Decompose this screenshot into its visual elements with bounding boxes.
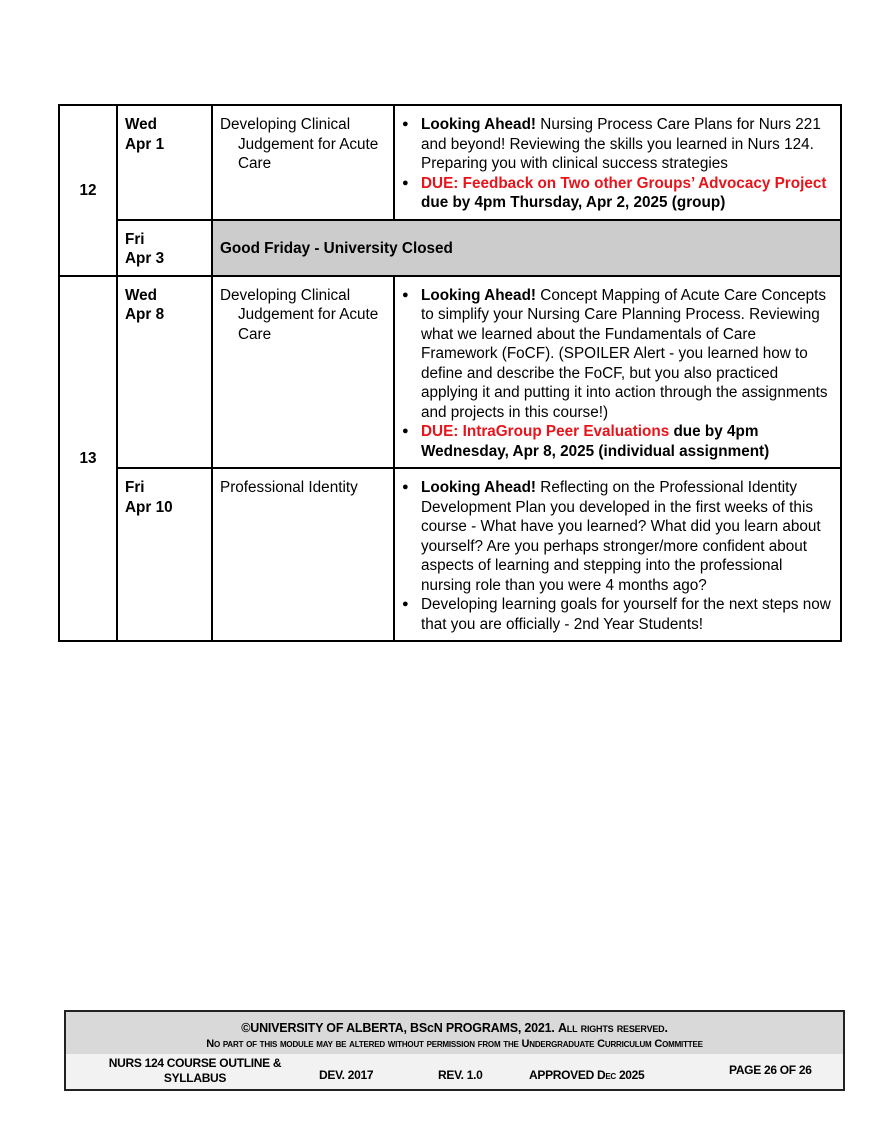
topic-text: Professional Identity xyxy=(220,479,358,496)
list-item xyxy=(421,115,833,174)
details-list xyxy=(402,478,833,634)
alteration-notice: No part of this module may be altered without permission from the Undergraduate Curriculum Committee xyxy=(206,1038,703,1050)
day-date: Apr 1 xyxy=(125,135,165,153)
item-text: Developing learning goals for yourself for the next steps now that you are officially - 2nd Year Students! xyxy=(421,596,831,633)
approved-label: APPROVED xyxy=(529,1068,594,1082)
table-row xyxy=(59,468,841,641)
item-text: Reflecting on the Professional Identity Development Plan you developed in the first weeks of this course - What have you learned? What did you learn about yourself? Are you perhaps stronger/more confident about aspects of learning and stepping into the professional nursing role than you were 4 months ago? xyxy=(421,479,821,594)
rights-reserved-text: All rights reserved. xyxy=(557,1021,668,1035)
course-title-line1: NURS 124 COURSE OUTLINE & xyxy=(108,1056,282,1070)
item-text: Nursing Process Care Plans for Nurs 221 and beyond! Reviewing the skills you learned in Nurs 124. Preparing you with clinical success strategies xyxy=(421,116,821,172)
approved-month: Dec xyxy=(597,1068,616,1082)
approved-date xyxy=(529,1068,644,1082)
table-row xyxy=(59,105,841,220)
topic-cell xyxy=(212,276,394,469)
details-list xyxy=(402,286,833,462)
table-row xyxy=(59,220,841,276)
topic-cell xyxy=(212,105,394,220)
details-cell xyxy=(394,276,841,469)
day-cell xyxy=(117,468,212,641)
day-name: Fri xyxy=(125,479,145,496)
page-footer xyxy=(64,1010,845,1091)
course-title-line2: SYLLABUS xyxy=(163,1071,227,1085)
day-name: Wed xyxy=(125,116,158,133)
list-item xyxy=(421,286,833,423)
footer-copyright-band xyxy=(66,1012,843,1054)
schedule-table xyxy=(58,104,842,642)
day-date: Apr 3 xyxy=(125,250,165,267)
day-date: Apr 10 xyxy=(125,498,173,516)
course-title xyxy=(90,1056,300,1086)
day-cell xyxy=(117,220,212,276)
page-number: PAGE 26 OF 26 xyxy=(729,1063,812,1077)
details-cell xyxy=(394,105,841,220)
day-cell xyxy=(117,105,212,220)
table-row xyxy=(59,276,841,469)
day-date: Apr 8 xyxy=(125,306,165,323)
copyright-text: ©UNIVERSITY OF ALBERTA, BScN PROGRAMS, 2021. xyxy=(241,1021,555,1035)
item-text: Concept Mapping of Acute Care Concepts to simplify your Nursing Care Planning Process. Reviewing what we learned about the Fundamentals of Care Framework (FoCF). (SPOILER Alert - you learned how to define and describe the FoCF, but you also practiced applying it and putting it into action through the assignments and projects in this course!) xyxy=(421,286,828,421)
week-number: 13 xyxy=(59,276,117,642)
looking-ahead-label: Looking Ahead! xyxy=(421,479,537,496)
list-item xyxy=(421,478,833,595)
list-item xyxy=(421,422,833,461)
dev-date: DEV. 2017 xyxy=(319,1068,374,1082)
holiday-cell: Good Friday - University Closed xyxy=(212,220,841,276)
details-list xyxy=(402,115,833,213)
looking-ahead-label: Looking Ahead! xyxy=(421,286,537,304)
topic-text: Developing Clinical Judgement for Acute Care xyxy=(220,116,379,172)
list-item xyxy=(421,174,833,213)
footer-meta-band xyxy=(66,1054,843,1089)
day-name: Fri xyxy=(125,230,145,248)
day-name: Wed xyxy=(125,286,158,304)
approved-year: 2025 xyxy=(618,1068,645,1082)
due-deadline: due by 4pm Thursday, Apr 2, 2025 (group) xyxy=(421,194,726,211)
due-label: DUE: Feedback on Two other Groups’ Advocacy Project xyxy=(421,174,827,192)
topic-cell xyxy=(212,468,394,641)
due-deadline: due by 4pm Wednesday, Apr 8, 2025 (individual assignment) xyxy=(421,423,770,460)
topic-text: Developing Clinical Judgement for Acute Care xyxy=(220,286,379,343)
details-cell xyxy=(394,468,841,641)
week-number: 12 xyxy=(59,105,117,276)
due-label: DUE: IntraGroup Peer Evaluations xyxy=(421,423,670,440)
revision: REV. 1.0 xyxy=(438,1068,483,1082)
day-cell xyxy=(117,276,212,469)
copyright-line xyxy=(66,1012,843,1035)
looking-ahead-label: Looking Ahead! xyxy=(421,116,537,133)
list-item xyxy=(421,595,833,634)
